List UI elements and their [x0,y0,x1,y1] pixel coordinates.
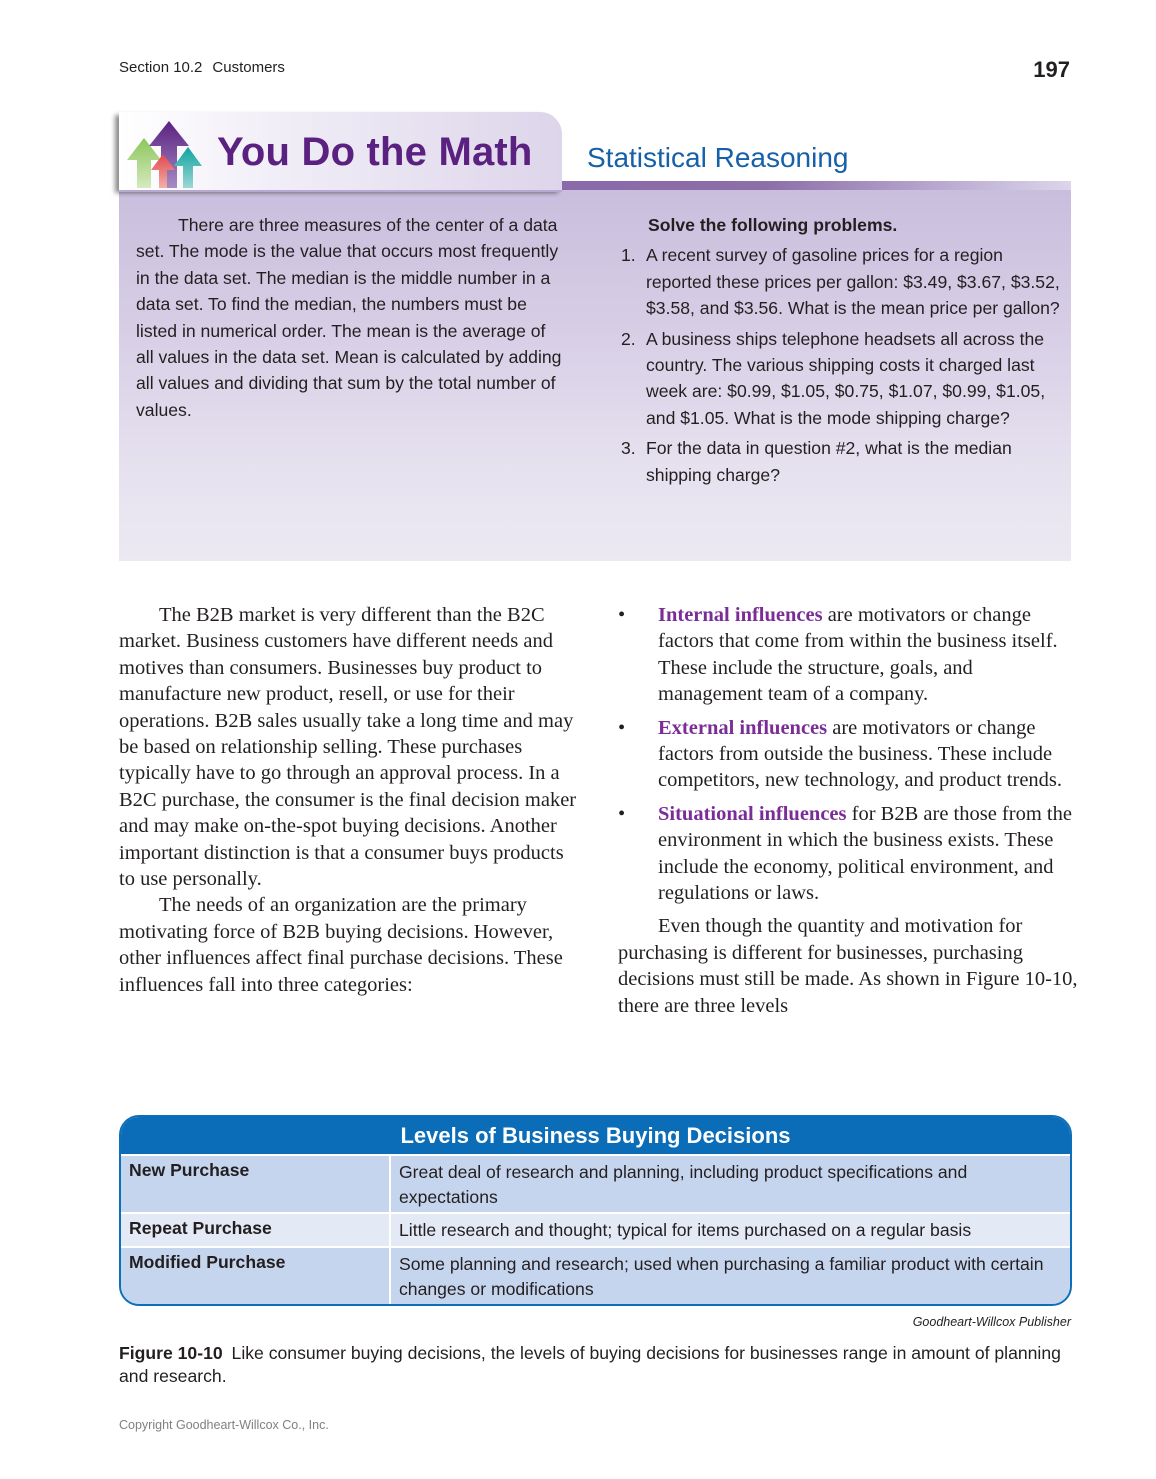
section-title: Customers [212,59,285,76]
problem-item [621,435,1061,488]
bullet-icon: • [618,716,626,739]
feature-rule [562,181,1071,190]
feature-title-tab [119,112,562,190]
page-number: 197 [1033,57,1070,82]
description-cell: Great deal of research and planning, including product specifications and expectations [399,1162,968,1207]
problem-number: 3. [621,438,636,459]
caption-text: Like consumer buying decisions, the levels of buying decisions for businesses range in amount of planning and research. [119,1343,1061,1386]
bullet-icon: • [618,802,626,825]
bullet-item-internal [618,602,1078,708]
body-left-column [119,602,579,998]
key-term: Situational influences [658,802,847,825]
description-cell: Little research and thought; typical for items purchased on a regular basis [399,1220,972,1240]
figure-label: Figure 10-10 [119,1343,223,1363]
bullet-text: are motivators or change factors from outside the business. These include competitors, new technology, and product trends. [658,716,1063,792]
problem-text: For the data in question #2, what is the median shipping charge? [646,438,1012,485]
level-cell: Modified Purchase [121,1248,391,1304]
problem-item [621,326,1061,432]
table-row [121,1212,1070,1246]
feature-intro [136,212,566,423]
problem-text: A business ships telephone headsets all across the country. The various shipping costs it charged last week are: $0.99, $1.05, $0.75, $1.07, $0.99, $1.05, and $1.05. What is the mode shipping charge? [646,328,1046,428]
problem-item [621,242,1061,321]
section-number: Section 10.2 [119,59,203,76]
tab-underline [119,190,562,192]
body-paragraph: The B2B market is very different than the B2C market. Business customers have different needs and motives than consumers. Businesses buy product to manufacture new product, resell, or use for their operations. B2B sales usually take a long time and may be based on relationship selling. These purchases typically have to go through an approval process. In a B2C purchase, the consumer is the final decision maker and may make on-the-spot buying decisions. Another important distinction is that a consumer buys products to use personally. [119,604,577,891]
bullet-text: are motivators or change factors that come from within the business itself. These include the structure, goals, and management team of a company. [658,604,1058,706]
level-cell: New Purchase [121,1156,391,1212]
bullet-item-situational [618,801,1078,907]
buying-decisions-table [119,1115,1072,1306]
problems-heading: Solve the following problems. [648,215,898,235]
table-row [121,1246,1070,1304]
body-paragraph: Even though the quantity and motivation for purchasing is different for businesses, purchasing decisions must still be made. As shown in Figure 10-10, there are three levels [618,915,1078,1017]
feature-problems [621,212,1061,492]
problem-number: 1. [621,245,636,266]
table-title: Levels of Business Buying Decisions [121,1117,1070,1154]
problem-number: 2. [621,328,636,349]
feature-subtitle: Statistical Reasoning [587,142,849,173]
rising-arrows-icon [125,116,203,188]
key-term: External influences [658,716,828,739]
body-paragraph: The needs of an organization are the primary motivating force of B2B buying decisions. However, other influences affect final purchase decisions. These influences fall into three categories: [119,894,563,996]
table-row [121,1154,1070,1212]
bullet-item-external [618,715,1078,794]
figure-credit: Goodheart-Willcox Publisher [912,1315,1071,1329]
description-cell: Some planning and research; used when purchasing a familiar product with certain changes or modifications [399,1254,1044,1299]
you-do-the-math-feature [119,112,1071,561]
key-term: Internal influences [658,604,823,626]
running-header [119,59,285,76]
copyright-notice: Copyright Goodheart-Willcox Co., Inc. [119,1418,329,1432]
figure-caption [119,1342,1069,1388]
intro-text: There are three measures of the center of a data set. The mode is the value that occurs most frequently in the data set. The median is the middle number in a data set. To find the median, the numbers must be listed in numerical order. The mean is the average of all values in the data set. Mean is calculated by adding all values and dividing that sum by the total number of values. [136,215,562,420]
bullet-icon: • [618,604,626,626]
feature-title: You Do the Math [217,130,533,174]
bullet-text: for B2B are those from the environment in which the business exists. These include the economy, political environment, and regulations or laws. [658,802,1072,905]
body-right-column [618,602,1078,1019]
problem-text: A recent survey of gasoline prices for a region reported these prices per gallon: $3.49, $3.67, $3.52, $3.58, and $3.56. What is the mean price per gallon? [646,245,1060,319]
level-cell: Repeat Purchase [121,1214,391,1246]
